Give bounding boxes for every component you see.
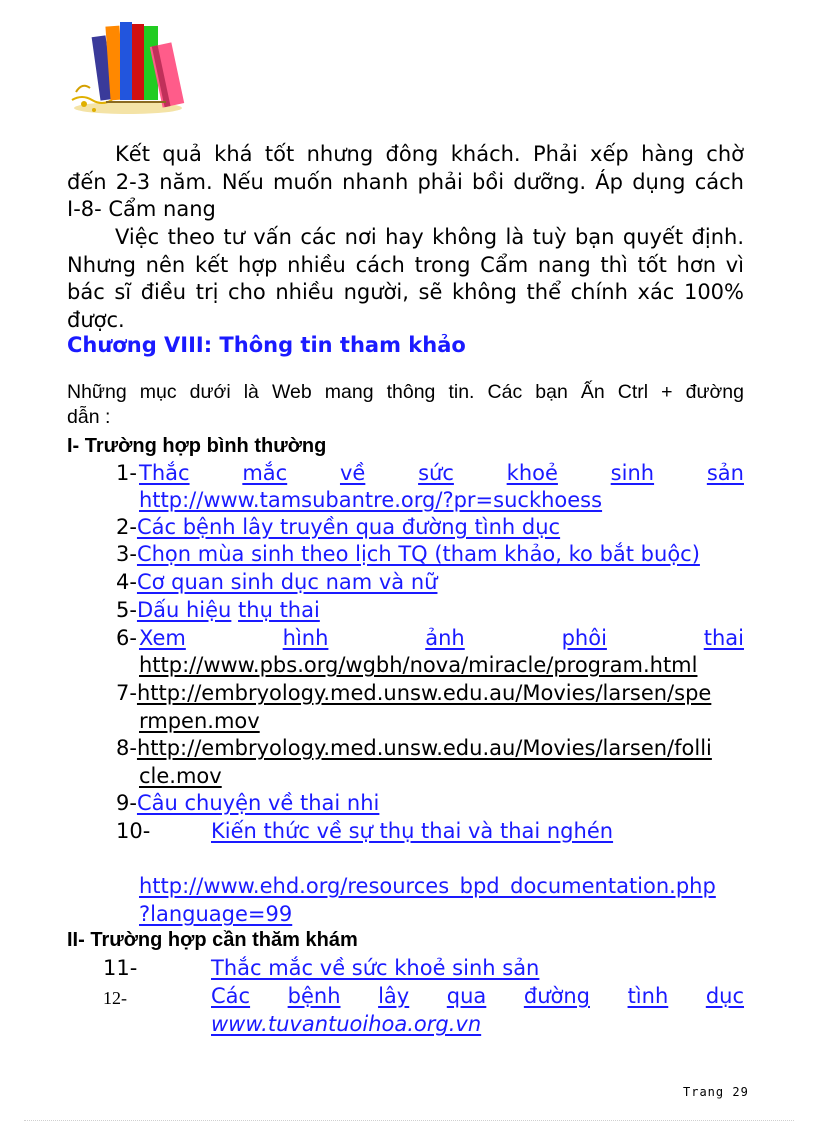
link-url-10-cont[interactable] xyxy=(139,901,292,929)
list-item-11 xyxy=(103,955,137,983)
intro-line: dẫn : xyxy=(67,406,111,428)
link-item-3[interactable]: Chọn mùa sinh theo lịch TQ (tham khảo, ko bắt buộc) xyxy=(136,542,700,566)
item-number: 2- xyxy=(116,515,137,539)
section-1-heading: I- Trường hợp bình thường xyxy=(67,435,327,457)
paragraph-1 xyxy=(67,141,744,224)
link-item-6[interactable] xyxy=(139,625,744,653)
link-word[interactable]: khoẻ xyxy=(506,461,558,485)
link-word[interactable]: đường xyxy=(523,984,590,1008)
link-word[interactable]: sức xyxy=(418,461,454,485)
list-item-6 xyxy=(116,625,137,653)
books-stack-icon xyxy=(66,14,190,118)
link-item-1[interactable] xyxy=(139,460,744,488)
chapter-title: Chương VIII: Thông tin tham khảo xyxy=(67,333,466,357)
list-item-1 xyxy=(116,460,137,488)
link-word[interactable]: tình xyxy=(627,984,669,1008)
link-word[interactable]: sinh xyxy=(610,461,655,485)
link-word[interactable]: bệnh xyxy=(287,984,341,1008)
link-text[interactable]: Thắc mắc về sức khoẻ sinh sản xyxy=(211,956,540,980)
link-item-9[interactable]: Câu chuyện về thai nhi xyxy=(136,791,380,815)
list-item-7 xyxy=(116,680,711,708)
link-url-1[interactable] xyxy=(139,487,602,515)
list-item-4 xyxy=(116,569,437,597)
url-link[interactable]: ?language=99 xyxy=(139,902,293,926)
link-word[interactable]: mắc xyxy=(242,461,288,485)
item-number: 7- xyxy=(116,681,137,705)
item-number: 12- xyxy=(103,988,127,1008)
link-word[interactable]: về xyxy=(339,461,366,485)
link-url-10[interactable] xyxy=(139,873,716,901)
link-word[interactable]: Xem xyxy=(139,626,186,650)
url-link[interactable]: rmpen.mov xyxy=(139,709,260,733)
item-number: 11- xyxy=(103,956,138,980)
url-link[interactable]: http://embryology.med.unsw.edu.au/Movies/larsen/spe xyxy=(136,681,712,705)
item-number: 9- xyxy=(116,791,137,815)
list-item-8 xyxy=(116,735,712,763)
link-item-5a[interactable]: Dấu hiệu xyxy=(136,598,232,622)
list-item-12 xyxy=(103,985,127,1013)
item-number: 6- xyxy=(116,626,137,650)
paragraph-2 xyxy=(67,224,744,334)
paragraph-line: được. xyxy=(67,307,125,332)
intro-line: Những mục dưới là Web mang thông tin. Các bạn Ấn Ctrl + đường xyxy=(67,381,744,403)
url-link[interactable]: cle.mov xyxy=(139,764,222,788)
item-number: 4- xyxy=(116,570,137,594)
link-item-4[interactable]: Cơ quan sinh dục nam và nữ xyxy=(136,570,438,594)
link-url-6[interactable] xyxy=(139,652,697,680)
paragraph-line: bác sĩ điều trị cho nhiều người, sẽ không thể chính xác 100% xyxy=(67,280,744,304)
paragraph-line: I-8- Cẩm nang xyxy=(67,197,216,221)
item-number: 8- xyxy=(116,736,137,760)
list-item-5 xyxy=(116,597,320,625)
item-number: 5- xyxy=(116,598,137,622)
intro-text xyxy=(67,380,744,430)
link-item-12[interactable] xyxy=(211,983,744,1011)
paragraph-line: đến 2-3 năm. Nếu muốn nhanh phải bồi dưỡng. Áp dụng cách xyxy=(67,169,744,194)
link-word[interactable]: lây xyxy=(378,984,410,1008)
link-item-10[interactable] xyxy=(211,818,613,846)
list-item-7-cont[interactable] xyxy=(139,708,260,736)
link-item-5b[interactable]: thụ thai xyxy=(238,598,320,622)
url-link[interactable]: http://www.tamsubantre.org/?pr=suckhoess xyxy=(139,488,603,512)
list-item-2 xyxy=(116,514,560,542)
link-word[interactable]: Các xyxy=(211,984,251,1008)
link-word[interactable]: Thắc xyxy=(139,461,190,485)
link-word[interactable]: dục xyxy=(705,984,744,1008)
url-link[interactable]: http://www.ehd.org/resources_bpd_documentation.php xyxy=(139,874,716,898)
page-bottom-divider xyxy=(24,1120,794,1121)
url-link[interactable]: http://www.pbs.org/wgbh/nova/miracle/program.html xyxy=(139,653,698,677)
link-word[interactable]: thai xyxy=(703,626,744,650)
list-item-8-cont[interactable] xyxy=(139,763,222,791)
list-item-9 xyxy=(116,790,379,818)
page-number: Trang 29 xyxy=(683,1085,749,1099)
link-item-2[interactable]: Các bệnh lây truyền qua đường tình dục xyxy=(136,515,561,539)
item-number: 1- xyxy=(116,461,137,485)
section-2-heading: II- Trường hợp cần thăm khám xyxy=(67,929,358,951)
link-text[interactable]: Kiến thức về sự thụ thai và thai nghén xyxy=(211,819,614,843)
item-number: 10- xyxy=(116,819,151,843)
paragraph-line: Kết quả khá tốt nhưng đông khách. Phải xếp hàng chờ xyxy=(115,142,744,166)
link-word[interactable]: ảnh xyxy=(425,626,465,650)
paragraph-line: Nhưng nên kết hợp nhiều cách trong Cẩm nang thì tốt hơn vì xyxy=(67,252,744,277)
url-link[interactable]: http://embryology.med.unsw.edu.au/Movies/larsen/folli xyxy=(136,736,712,760)
list-item-10 xyxy=(116,818,150,846)
link-word[interactable]: qua xyxy=(446,984,487,1008)
link-word[interactable]: hình xyxy=(282,626,329,650)
link-item-11[interactable] xyxy=(211,955,539,983)
link-url-12[interactable] xyxy=(211,1011,481,1039)
item-number: 3- xyxy=(116,542,137,566)
link-word[interactable]: phôi xyxy=(561,626,607,650)
paragraph-line: Việc theo tư vấn các nơi hay không là tuỳ bạn quyết định. xyxy=(115,225,744,249)
list-item-3 xyxy=(116,541,700,569)
link-word[interactable]: sản xyxy=(706,461,744,485)
url-link[interactable]: www.tuvantuoihoa.org.vn xyxy=(211,1012,482,1036)
